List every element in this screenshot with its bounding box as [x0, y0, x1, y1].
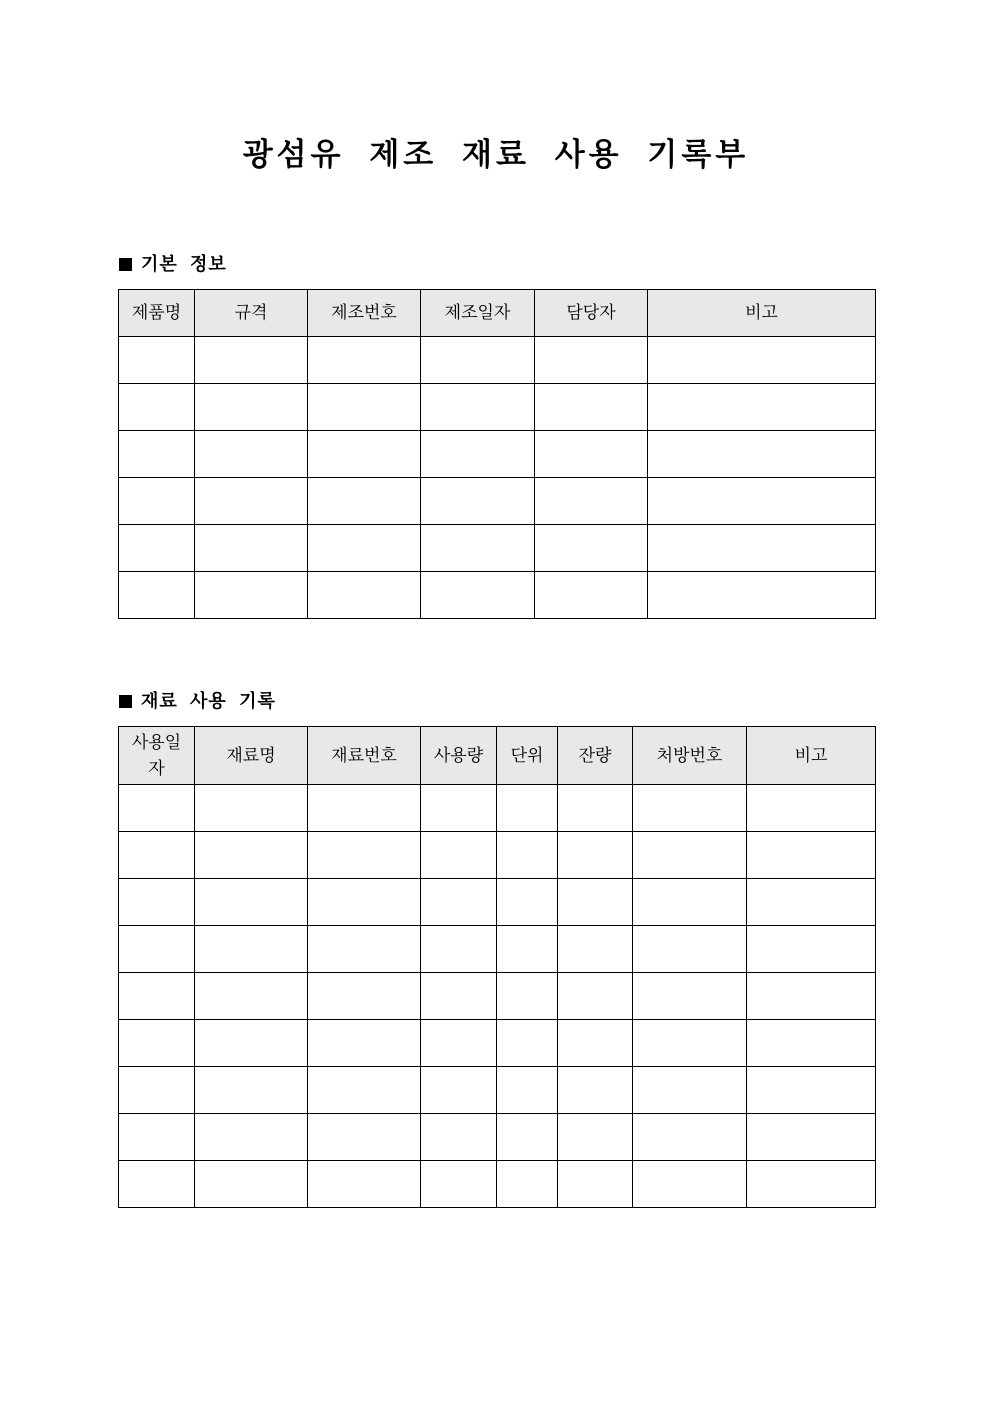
table-cell[interactable] [648, 384, 876, 431]
column-header-product-name: 제품명 [119, 290, 195, 337]
table-cell[interactable] [308, 431, 421, 478]
column-header-amount-used: 사용량 [421, 727, 497, 785]
table-cell[interactable] [421, 478, 535, 525]
column-header-manufacture-date: 제조일자 [421, 290, 535, 337]
table-cell[interactable] [497, 1114, 558, 1161]
table-row [119, 785, 876, 832]
usage-record-heading [119, 689, 276, 715]
table-cell[interactable] [421, 926, 497, 973]
black-square-icon [119, 695, 132, 708]
table-cell[interactable] [421, 1114, 497, 1161]
table-cell[interactable] [195, 879, 308, 926]
table-row [119, 431, 876, 478]
table-cell[interactable] [497, 1067, 558, 1114]
table-cell[interactable] [195, 384, 308, 431]
usage-record-table [118, 726, 876, 1208]
table-cell[interactable] [308, 525, 421, 572]
table-cell[interactable] [119, 525, 195, 572]
table-cell[interactable] [195, 973, 308, 1020]
table-cell[interactable] [497, 1161, 558, 1208]
table-row [119, 1067, 876, 1114]
table-cell[interactable] [119, 785, 195, 832]
column-header-remarks: 비고 [747, 727, 876, 785]
table-cell[interactable] [535, 431, 648, 478]
column-header-unit: 단위 [497, 727, 558, 785]
table-cell[interactable] [308, 785, 421, 832]
table-cell[interactable] [633, 785, 747, 832]
table-cell[interactable] [558, 879, 633, 926]
table-cell[interactable] [195, 1114, 308, 1161]
table-cell[interactable] [195, 478, 308, 525]
column-header-formula-number: 처방번호 [633, 727, 747, 785]
black-square-icon [119, 258, 132, 271]
table-cell[interactable] [308, 1020, 421, 1067]
table-cell[interactable] [421, 384, 535, 431]
table-cell[interactable] [308, 879, 421, 926]
table-cell[interactable] [195, 832, 308, 879]
column-header-material-number: 재료번호 [308, 727, 421, 785]
table-cell[interactable] [648, 525, 876, 572]
table-row [119, 973, 876, 1020]
table-cell[interactable] [119, 572, 195, 619]
table-cell[interactable] [497, 832, 558, 879]
table-cell[interactable] [119, 879, 195, 926]
table-cell[interactable] [119, 1067, 195, 1114]
table-cell[interactable] [308, 384, 421, 431]
table-cell[interactable] [497, 926, 558, 973]
table-cell[interactable] [558, 785, 633, 832]
table-cell[interactable] [119, 832, 195, 879]
table-cell[interactable] [119, 926, 195, 973]
table-cell[interactable] [119, 384, 195, 431]
table-cell[interactable] [119, 431, 195, 478]
table-row [119, 832, 876, 879]
table-cell[interactable] [747, 1114, 876, 1161]
table-cell[interactable] [308, 478, 421, 525]
table-row [119, 1161, 876, 1208]
usage-record-header-row [119, 727, 876, 785]
table-row [119, 572, 876, 619]
table-cell[interactable] [119, 1161, 195, 1208]
basic-info-heading [119, 252, 227, 278]
column-header-person-in-charge: 담당자 [535, 290, 648, 337]
table-row [119, 879, 876, 926]
table-cell[interactable] [421, 431, 535, 478]
table-cell[interactable] [535, 384, 648, 431]
table-cell[interactable] [308, 1161, 421, 1208]
column-header-remaining: 잔량 [558, 727, 633, 785]
table-cell[interactable] [558, 1020, 633, 1067]
table-cell[interactable] [308, 337, 421, 384]
table-cell[interactable] [633, 1020, 747, 1067]
table-row [119, 525, 876, 572]
table-cell[interactable] [747, 1161, 876, 1208]
basic-info-table [118, 289, 876, 619]
table-cell[interactable] [558, 973, 633, 1020]
table-cell[interactable] [308, 832, 421, 879]
table-cell[interactable] [195, 1020, 308, 1067]
table-row [119, 926, 876, 973]
table-row [119, 337, 876, 384]
table-cell[interactable] [535, 337, 648, 384]
usage-record-heading-label: 재료 사용 기록 [141, 691, 276, 712]
table-cell[interactable] [421, 1161, 497, 1208]
table-cell[interactable] [633, 1067, 747, 1114]
table-row [119, 1020, 876, 1067]
table-cell[interactable] [633, 1114, 747, 1161]
table-cell[interactable] [558, 1161, 633, 1208]
table-cell[interactable] [558, 1067, 633, 1114]
table-cell[interactable] [195, 337, 308, 384]
table-cell[interactable] [747, 973, 876, 1020]
document-title: 광섬유 제조 재료 사용 기록부 [242, 137, 750, 173]
table-cell[interactable] [558, 832, 633, 879]
table-cell[interactable] [421, 785, 497, 832]
table-cell[interactable] [747, 832, 876, 879]
table-cell[interactable] [421, 572, 535, 619]
table-cell[interactable] [633, 879, 747, 926]
table-cell[interactable] [308, 1114, 421, 1161]
table-cell[interactable] [421, 337, 535, 384]
table-cell[interactable] [648, 478, 876, 525]
table-cell[interactable] [747, 1020, 876, 1067]
table-cell[interactable] [421, 1020, 497, 1067]
table-cell[interactable] [558, 926, 633, 973]
table-cell[interactable] [195, 525, 308, 572]
table-cell[interactable] [497, 1020, 558, 1067]
table-cell[interactable] [648, 572, 876, 619]
basic-info-header-row [119, 290, 876, 337]
table-cell[interactable] [308, 572, 421, 619]
column-header-material-name: 재료명 [195, 727, 308, 785]
table-cell[interactable] [119, 1020, 195, 1067]
table-cell[interactable] [119, 478, 195, 525]
table-cell[interactable] [195, 785, 308, 832]
table-cell[interactable] [648, 337, 876, 384]
table-cell[interactable] [421, 525, 535, 572]
column-header-spec: 규격 [195, 290, 308, 337]
table-cell[interactable] [119, 1114, 195, 1161]
table-cell[interactable] [308, 973, 421, 1020]
column-header-lot-number: 제조번호 [308, 290, 421, 337]
table-cell[interactable] [421, 832, 497, 879]
table-cell[interactable] [558, 1114, 633, 1161]
table-cell[interactable] [747, 926, 876, 973]
table-row [119, 1114, 876, 1161]
table-cell[interactable] [421, 1067, 497, 1114]
table-cell[interactable] [633, 832, 747, 879]
table-cell[interactable] [195, 1067, 308, 1114]
table-cell[interactable] [308, 926, 421, 973]
table-cell[interactable] [195, 926, 308, 973]
table-cell[interactable] [195, 431, 308, 478]
table-cell[interactable] [535, 478, 648, 525]
table-cell[interactable] [633, 973, 747, 1020]
table-cell[interactable] [633, 926, 747, 973]
table-cell[interactable] [535, 572, 648, 619]
table-cell[interactable] [421, 973, 497, 1020]
table-cell[interactable] [497, 785, 558, 832]
table-cell[interactable] [747, 785, 876, 832]
table-cell[interactable] [747, 879, 876, 926]
column-header-remarks: 비고 [648, 290, 876, 337]
table-cell[interactable] [497, 879, 558, 926]
table-cell[interactable] [747, 1067, 876, 1114]
table-cell[interactable] [535, 525, 648, 572]
table-cell[interactable] [633, 1161, 747, 1208]
table-cell[interactable] [195, 572, 308, 619]
table-row [119, 384, 876, 431]
table-cell[interactable] [497, 973, 558, 1020]
table-cell[interactable] [308, 1067, 421, 1114]
table-cell[interactable] [648, 431, 876, 478]
basic-info-heading-label: 기본 정보 [141, 254, 227, 275]
table-cell[interactable] [195, 1161, 308, 1208]
table-cell[interactable] [421, 879, 497, 926]
table-row [119, 478, 876, 525]
column-header-usage-date: 사용일자 [119, 727, 195, 785]
table-cell[interactable] [119, 337, 195, 384]
table-cell[interactable] [119, 973, 195, 1020]
